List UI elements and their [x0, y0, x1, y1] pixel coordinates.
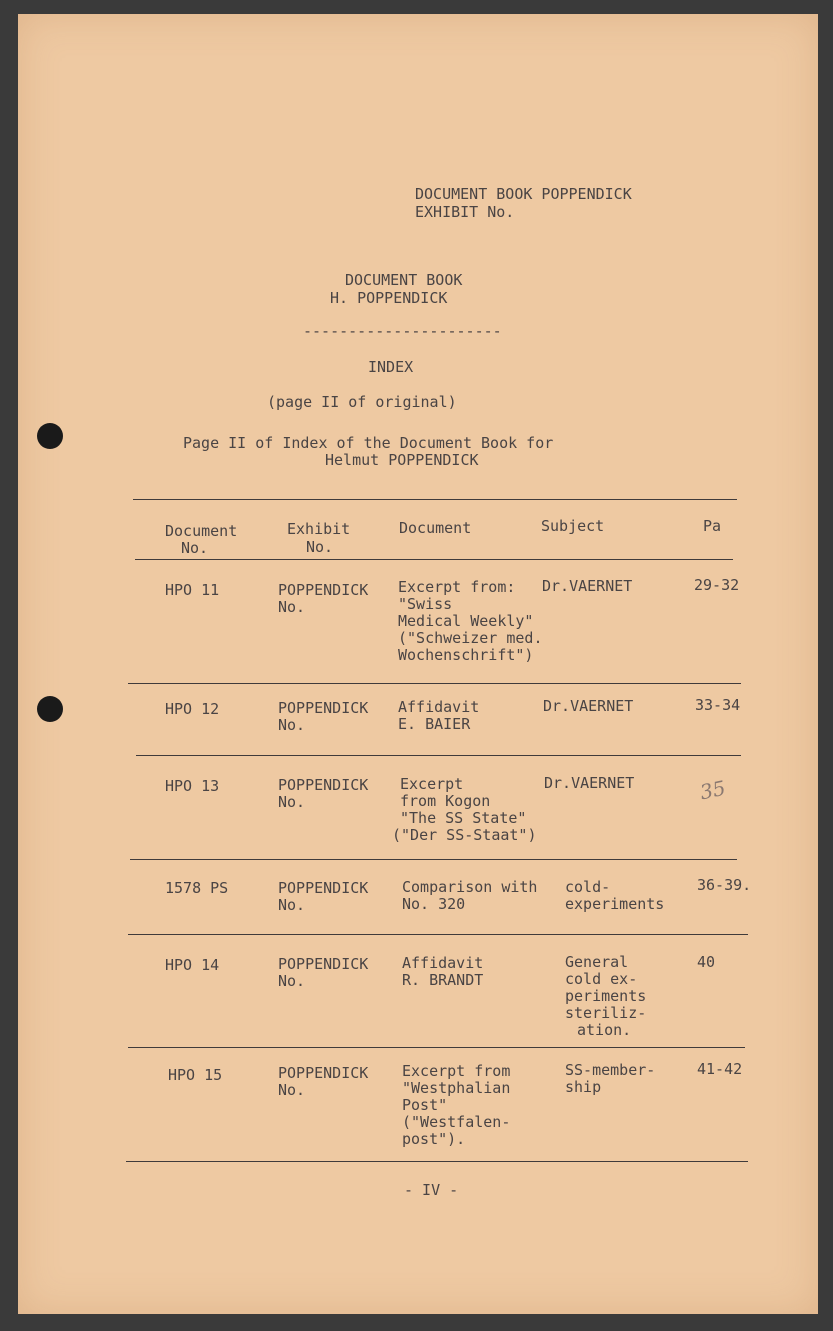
row-page: 41-42 — [697, 1060, 743, 1078]
table-rule — [128, 934, 748, 935]
row-document: No. 320 — [402, 895, 466, 913]
row-doc-no: HPO 13 — [165, 777, 220, 795]
row-exhibit: No. — [278, 1081, 306, 1099]
row-document: Post" — [402, 1096, 448, 1114]
col-header-exhibit-no-2: No. — [306, 538, 334, 556]
col-header-exhibit-no: Exhibit — [287, 520, 351, 538]
row-subject: ation. — [577, 1021, 632, 1039]
row-subject: SS-member- — [565, 1061, 656, 1079]
col-header-page: Pa — [703, 517, 722, 535]
row-doc-no: HPO 12 — [165, 700, 220, 718]
table-rule-bottom — [126, 1161, 748, 1162]
table-rule — [128, 1047, 745, 1048]
row-exhibit: POPPENDICK — [278, 581, 369, 599]
page-number: - IV - — [404, 1181, 459, 1199]
row-document: Excerpt — [400, 775, 464, 793]
row-exhibit: No. — [278, 598, 306, 616]
row-subject: cold- — [565, 878, 611, 896]
row-page: 40 — [697, 953, 716, 971]
col-header-subject: Subject — [541, 517, 605, 535]
header-line-1: DOCUMENT BOOK POPPENDICK — [415, 185, 632, 203]
row-subject: steriliz- — [565, 1004, 647, 1022]
row-document: Medical Weekly" — [398, 612, 534, 630]
row-doc-no: HPO 14 — [165, 956, 220, 974]
row-doc-no: HPO 11 — [165, 581, 220, 599]
title-line-1: DOCUMENT BOOK — [345, 271, 463, 289]
row-exhibit: POPPENDICK — [278, 879, 369, 897]
row-subject: General — [565, 953, 629, 971]
caption-line-2: Helmut POPPENDICK — [325, 451, 479, 469]
row-exhibit: POPPENDICK — [278, 955, 369, 973]
separator: ---------------------- — [303, 322, 502, 340]
row-document: "Swiss — [398, 595, 453, 613]
punch-hole — [37, 696, 63, 722]
row-document: E. BAIER — [398, 715, 471, 733]
row-page-handwritten: 35 — [697, 775, 728, 805]
index-heading: INDEX — [368, 358, 414, 376]
row-subject: Dr.VAERNET — [543, 697, 634, 715]
row-subject: periments — [565, 987, 647, 1005]
row-exhibit: POPPENDICK — [278, 1064, 369, 1082]
row-subject: experiments — [565, 895, 665, 913]
row-document: Affidavit — [398, 698, 480, 716]
row-subject: ship — [565, 1078, 602, 1096]
row-document: R. BRANDT — [402, 971, 484, 989]
row-document: ("Schweizer med. — [398, 629, 543, 647]
col-header-document-no: Document — [165, 522, 238, 540]
row-document: Affidavit — [402, 954, 484, 972]
row-document: Excerpt from: — [398, 578, 516, 596]
row-exhibit: POPPENDICK — [278, 699, 369, 717]
table-rule — [130, 859, 737, 860]
row-doc-no: 1578 PS — [165, 879, 229, 897]
row-document: Comparison with — [402, 878, 538, 896]
row-document: from Kogon — [400, 792, 491, 810]
table-rule — [128, 683, 741, 684]
row-document: Excerpt from — [402, 1062, 511, 1080]
row-document: ("Der SS-Staat") — [392, 826, 537, 844]
punch-hole — [37, 423, 63, 449]
row-exhibit: No. — [278, 972, 306, 990]
row-document: ("Westfalen- — [402, 1113, 511, 1131]
row-document: Wochenschrift") — [398, 646, 534, 664]
row-doc-no: HPO 15 — [168, 1066, 223, 1084]
row-subject: cold ex- — [565, 970, 638, 988]
header-line-2: EXHIBIT No. — [415, 203, 515, 221]
row-exhibit: No. — [278, 716, 306, 734]
table-rule-top — [133, 499, 737, 500]
table-rule-header — [135, 559, 733, 560]
row-exhibit: POPPENDICK — [278, 776, 369, 794]
caption-line-1: Page II of Index of the Document Book for — [183, 434, 554, 452]
title-line-2: H. POPPENDICK — [330, 289, 448, 307]
row-document: post"). — [402, 1130, 466, 1148]
row-document: "The SS State" — [400, 809, 527, 827]
col-header-document: Document — [399, 519, 472, 537]
row-subject: Dr.VAERNET — [542, 577, 633, 595]
row-page: 29-32 — [694, 576, 740, 594]
row-exhibit: No. — [278, 793, 306, 811]
row-subject: Dr.VAERNET — [544, 774, 635, 792]
original-note: (page II of original) — [267, 393, 457, 411]
row-page: 33-34 — [695, 696, 741, 714]
row-page: 36-39. — [697, 876, 752, 894]
row-document: "Westphalian — [402, 1079, 511, 1097]
row-exhibit: No. — [278, 896, 306, 914]
col-header-document-no-2: No. — [181, 539, 209, 557]
table-rule — [136, 755, 741, 756]
